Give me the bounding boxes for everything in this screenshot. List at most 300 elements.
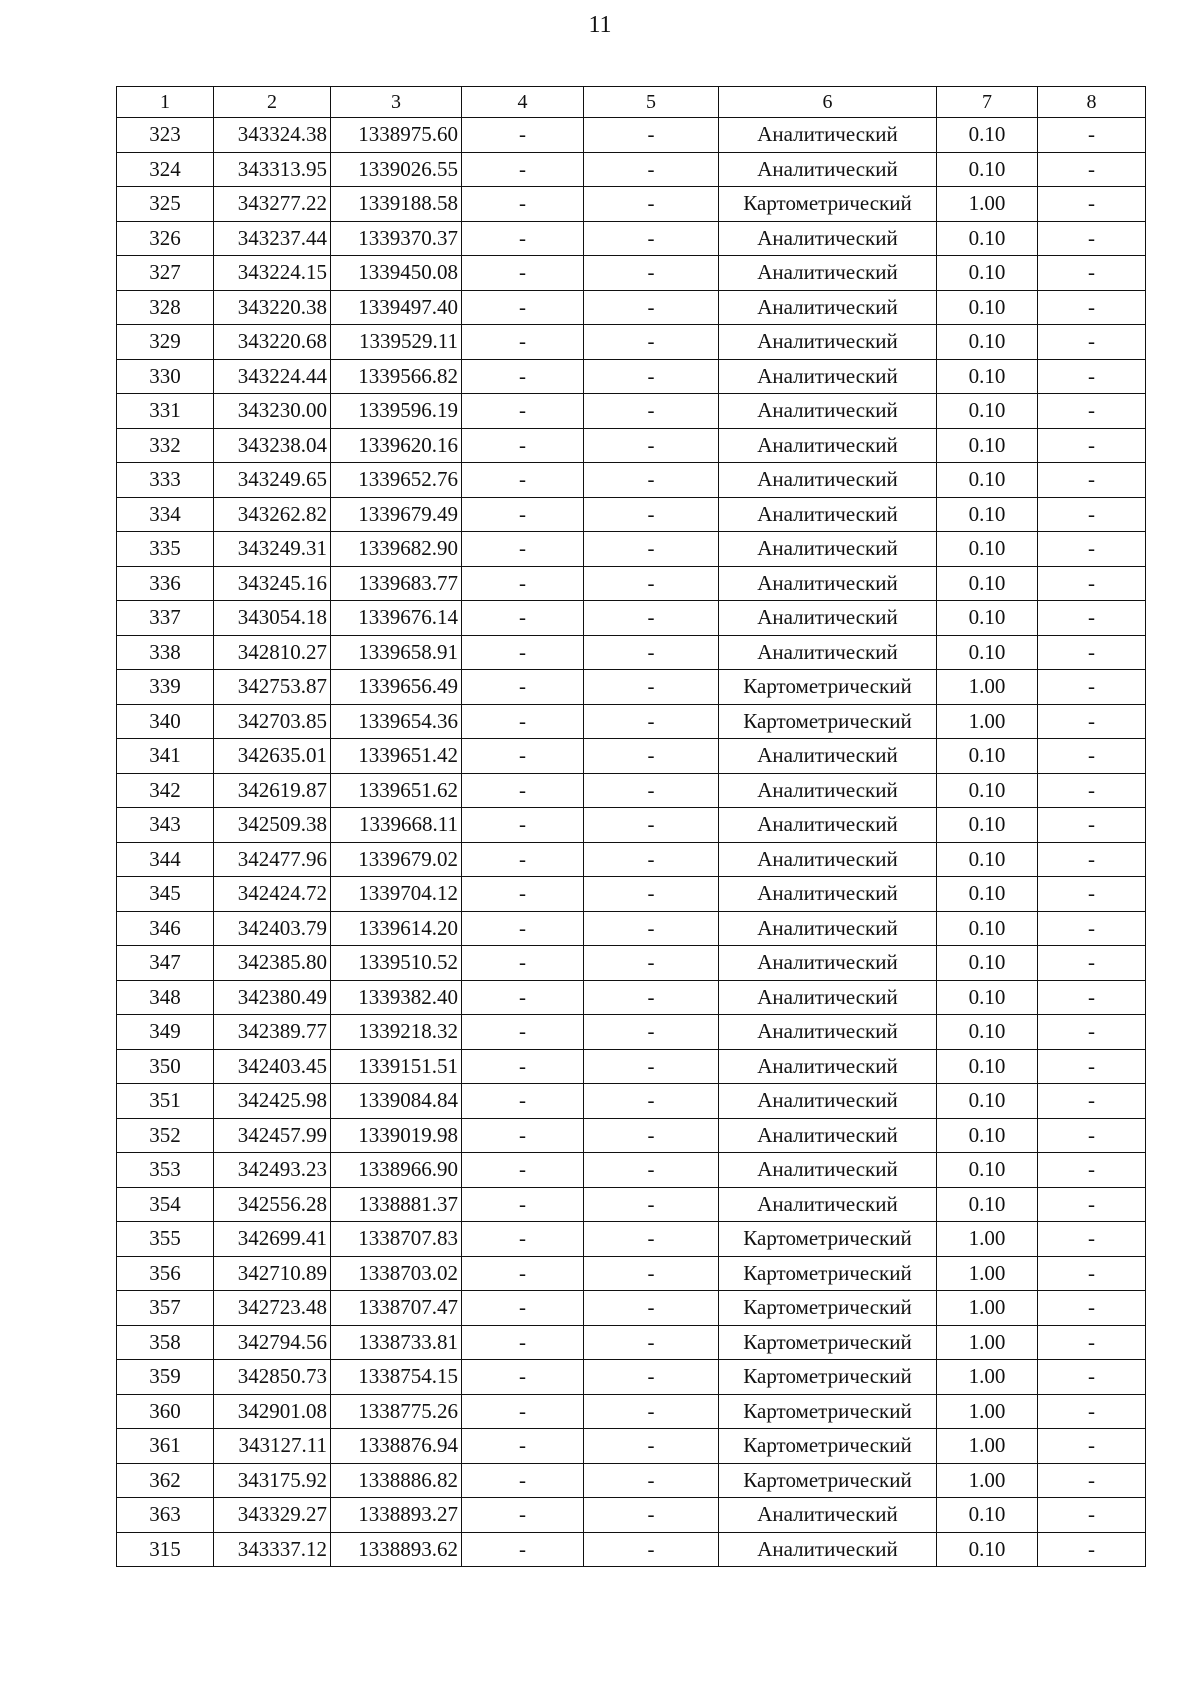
table-cell-col-6: Аналитический: [719, 463, 937, 498]
table-cell-col-2: 342635.01: [214, 739, 331, 774]
table-cell-col-6: Аналитический: [719, 152, 937, 187]
table-cell-col-4: -: [462, 532, 584, 567]
table-cell-col-1: 341: [117, 739, 214, 774]
table-cell-col-3: 1339676.14: [331, 601, 462, 636]
table-cell-col-8: -: [1038, 842, 1146, 877]
table-cell-col-2: 343238.04: [214, 428, 331, 463]
table-cell-col-7: 0.10: [937, 325, 1038, 360]
table-cell-col-4: -: [462, 773, 584, 808]
table-cell-col-3: 1339679.49: [331, 497, 462, 532]
table-cell-col-8: -: [1038, 635, 1146, 670]
table-cell-col-6: Аналитический: [719, 256, 937, 291]
table-cell-col-2: 343313.95: [214, 152, 331, 187]
table-cell-col-7: 0.10: [937, 842, 1038, 877]
table-cell-col-5: -: [584, 980, 719, 1015]
table-cell-col-4: -: [462, 1049, 584, 1084]
table-cell-col-2: 342457.99: [214, 1118, 331, 1153]
table-cell-col-4: -: [462, 1256, 584, 1291]
table-cell-col-7: 1.00: [937, 1463, 1038, 1498]
table-cell-col-8: -: [1038, 325, 1146, 360]
table-cell-col-8: -: [1038, 1498, 1146, 1533]
table-cell-col-1: 350: [117, 1049, 214, 1084]
table-cell-col-5: -: [584, 1532, 719, 1567]
table-cell-col-5: -: [584, 1498, 719, 1533]
table-cell-col-4: -: [462, 256, 584, 291]
table-header: [117, 87, 1146, 118]
table-cell-col-8: -: [1038, 1187, 1146, 1222]
table-cell-col-6: Аналитический: [719, 980, 937, 1015]
table-cell-col-5: -: [584, 187, 719, 222]
table-cell-col-1: 326: [117, 221, 214, 256]
table-cell-col-8: -: [1038, 532, 1146, 567]
table-cell-col-1: 327: [117, 256, 214, 291]
table-cell-col-6: Аналитический: [719, 428, 937, 463]
table-cell-col-8: -: [1038, 1153, 1146, 1188]
table-cell-col-6: Аналитический: [719, 601, 937, 636]
table-cell-col-7: 0.10: [937, 1187, 1038, 1222]
table-cell-col-8: -: [1038, 877, 1146, 912]
table-cell-col-1: 343: [117, 808, 214, 843]
table-cell-col-8: -: [1038, 773, 1146, 808]
table-cell-col-1: 336: [117, 566, 214, 601]
table-cell-col-5: -: [584, 1429, 719, 1464]
table-cell-col-6: Аналитический: [719, 118, 937, 153]
table-cell-col-6: Картометрический: [719, 187, 937, 222]
table-cell-col-3: 1339656.49: [331, 670, 462, 705]
table-cell-col-6: Картометрический: [719, 1360, 937, 1395]
table-cell-col-6: Аналитический: [719, 911, 937, 946]
table-cell-col-2: 343337.12: [214, 1532, 331, 1567]
table-cell-col-4: -: [462, 877, 584, 912]
table-cell-col-1: 347: [117, 946, 214, 981]
table-cell-col-3: 1338703.02: [331, 1256, 462, 1291]
table-cell-col-8: -: [1038, 566, 1146, 601]
table-cell-col-8: -: [1038, 1291, 1146, 1326]
table-cell-col-3: 1338966.90: [331, 1153, 462, 1188]
table-cell-col-2: 343224.15: [214, 256, 331, 291]
table-row: [117, 670, 1146, 705]
table-cell-col-7: 0.10: [937, 532, 1038, 567]
column-header-6: 6: [719, 87, 937, 118]
table-cell-col-4: -: [462, 1015, 584, 1050]
table-row: [117, 635, 1146, 670]
table-cell-col-7: 0.10: [937, 497, 1038, 532]
table-cell-col-2: 342385.80: [214, 946, 331, 981]
table-cell-col-3: 1339026.55: [331, 152, 462, 187]
table-cell-col-6: Аналитический: [719, 842, 937, 877]
table-cell-col-1: 331: [117, 394, 214, 429]
table-cell-col-3: 1338893.27: [331, 1498, 462, 1533]
table-row: [117, 394, 1146, 429]
table-cell-col-3: 1339188.58: [331, 187, 462, 222]
table-cell-col-3: 1339151.51: [331, 1049, 462, 1084]
table-cell-col-1: 353: [117, 1153, 214, 1188]
table-cell-col-7: 0.10: [937, 1532, 1038, 1567]
table-row: [117, 1325, 1146, 1360]
table-cell-col-1: 334: [117, 497, 214, 532]
table-cell-col-5: -: [584, 1291, 719, 1326]
table-row: [117, 1532, 1146, 1567]
table-row: [117, 118, 1146, 153]
table-cell-col-1: 348: [117, 980, 214, 1015]
table-cell-col-1: 363: [117, 1498, 214, 1533]
table-cell-col-4: -: [462, 1153, 584, 1188]
table-cell-col-1: 330: [117, 359, 214, 394]
table-cell-col-5: -: [584, 497, 719, 532]
table-cell-col-3: 1338881.37: [331, 1187, 462, 1222]
table-cell-col-5: -: [584, 1153, 719, 1188]
table-cell-col-1: 346: [117, 911, 214, 946]
table-cell-col-4: -: [462, 1463, 584, 1498]
table-cell-col-5: -: [584, 739, 719, 774]
table-row: [117, 187, 1146, 222]
header-row: [117, 87, 1146, 118]
table-cell-col-8: -: [1038, 1429, 1146, 1464]
table-row: [117, 877, 1146, 912]
table-cell-col-1: 340: [117, 704, 214, 739]
table-cell-col-3: 1338707.83: [331, 1222, 462, 1257]
column-header-5: 5: [584, 87, 719, 118]
table-cell-col-2: 342403.45: [214, 1049, 331, 1084]
table-row: [117, 256, 1146, 291]
table-cell-col-2: 343127.11: [214, 1429, 331, 1464]
table-cell-col-3: 1339652.76: [331, 463, 462, 498]
table-cell-col-4: -: [462, 808, 584, 843]
table-row: [117, 1463, 1146, 1498]
table-cell-col-7: 0.10: [937, 601, 1038, 636]
table-cell-col-8: -: [1038, 187, 1146, 222]
table-cell-col-7: 0.10: [937, 1153, 1038, 1188]
table-cell-col-4: -: [462, 1291, 584, 1326]
table-cell-col-7: 1.00: [937, 1291, 1038, 1326]
table-cell-col-3: 1339497.40: [331, 290, 462, 325]
table-row: [117, 946, 1146, 981]
table-cell-col-8: -: [1038, 1049, 1146, 1084]
coordinates-table: [116, 86, 1146, 1567]
table-cell-col-6: Картометрический: [719, 704, 937, 739]
table-cell-col-2: 342753.87: [214, 670, 331, 705]
table-cell-col-5: -: [584, 290, 719, 325]
table-cell-col-5: -: [584, 808, 719, 843]
table-cell-col-6: Аналитический: [719, 221, 937, 256]
table-cell-col-4: -: [462, 221, 584, 256]
table-cell-col-5: -: [584, 1187, 719, 1222]
table-cell-col-7: 1.00: [937, 1325, 1038, 1360]
table-cell-col-8: -: [1038, 1360, 1146, 1395]
table-cell-col-8: -: [1038, 1084, 1146, 1119]
table-row: [117, 1360, 1146, 1395]
table-cell-col-3: 1339510.52: [331, 946, 462, 981]
table-row: [117, 1084, 1146, 1119]
table-cell-col-2: 343324.38: [214, 118, 331, 153]
table-cell-col-4: -: [462, 1222, 584, 1257]
table-cell-col-3: 1339704.12: [331, 877, 462, 912]
table-cell-col-1: 328: [117, 290, 214, 325]
table-row: [117, 152, 1146, 187]
table-cell-col-3: 1339614.20: [331, 911, 462, 946]
table-cell-col-3: 1339084.84: [331, 1084, 462, 1119]
table-body: [117, 118, 1146, 1567]
table-cell-col-7: 0.10: [937, 635, 1038, 670]
table-cell-col-7: 1.00: [937, 1222, 1038, 1257]
table-cell-col-8: -: [1038, 1325, 1146, 1360]
table-cell-col-2: 343054.18: [214, 601, 331, 636]
table-cell-col-1: 356: [117, 1256, 214, 1291]
table-cell-col-1: 339: [117, 670, 214, 705]
table-cell-col-4: -: [462, 566, 584, 601]
table-cell-col-4: -: [462, 1394, 584, 1429]
table-cell-col-4: -: [462, 1118, 584, 1153]
table-cell-col-6: Картометрический: [719, 1463, 937, 1498]
table-cell-col-3: 1338876.94: [331, 1429, 462, 1464]
table-cell-col-1: 337: [117, 601, 214, 636]
table-cell-col-1: 332: [117, 428, 214, 463]
table-cell-col-5: -: [584, 566, 719, 601]
table-row: [117, 566, 1146, 601]
column-header-3: 3: [331, 87, 462, 118]
column-header-2: 2: [214, 87, 331, 118]
table-cell-col-3: 1339566.82: [331, 359, 462, 394]
table-cell-col-8: -: [1038, 394, 1146, 429]
table-cell-col-6: Аналитический: [719, 1118, 937, 1153]
table-cell-col-8: -: [1038, 980, 1146, 1015]
table-cell-col-1: 354: [117, 1187, 214, 1222]
table-cell-col-5: -: [584, 1118, 719, 1153]
table-row: [117, 1153, 1146, 1188]
table-cell-col-7: 0.10: [937, 463, 1038, 498]
table-row: [117, 221, 1146, 256]
table-cell-col-5: -: [584, 1394, 719, 1429]
table-cell-col-4: -: [462, 1498, 584, 1533]
table-cell-col-1: 325: [117, 187, 214, 222]
table-cell-col-3: 1339620.16: [331, 428, 462, 463]
table-cell-col-6: Аналитический: [719, 290, 937, 325]
table-cell-col-8: -: [1038, 256, 1146, 291]
column-header-4: 4: [462, 87, 584, 118]
column-header-1: 1: [117, 87, 214, 118]
column-header-8: 8: [1038, 87, 1146, 118]
table-cell-col-5: -: [584, 601, 719, 636]
table-cell-col-3: 1339683.77: [331, 566, 462, 601]
table-row: [117, 497, 1146, 532]
table-cell-col-5: -: [584, 1015, 719, 1050]
table-cell-col-8: -: [1038, 428, 1146, 463]
table-cell-col-3: 1339019.98: [331, 1118, 462, 1153]
table-cell-col-7: 1.00: [937, 1360, 1038, 1395]
table-cell-col-2: 343224.44: [214, 359, 331, 394]
table-row: [117, 980, 1146, 1015]
table-cell-col-7: 0.10: [937, 152, 1038, 187]
table-cell-col-5: -: [584, 532, 719, 567]
table-cell-col-6: Аналитический: [719, 325, 937, 360]
table-cell-col-2: 342901.08: [214, 1394, 331, 1429]
table-cell-col-6: Аналитический: [719, 1153, 937, 1188]
table-cell-col-6: Аналитический: [719, 1015, 937, 1050]
table-cell-col-7: 0.10: [937, 359, 1038, 394]
table-row: [117, 1394, 1146, 1429]
table-cell-col-8: -: [1038, 1015, 1146, 1050]
table-cell-col-2: 342794.56: [214, 1325, 331, 1360]
table-row: [117, 463, 1146, 498]
table-cell-col-3: 1339382.40: [331, 980, 462, 1015]
table-row: [117, 842, 1146, 877]
table-row: [117, 911, 1146, 946]
table-cell-col-6: Картометрический: [719, 1325, 937, 1360]
table-cell-col-4: -: [462, 980, 584, 1015]
table-cell-col-8: -: [1038, 1463, 1146, 1498]
table-cell-col-8: -: [1038, 808, 1146, 843]
table-cell-col-5: -: [584, 635, 719, 670]
table-cell-col-5: -: [584, 152, 719, 187]
table-cell-col-6: Аналитический: [719, 808, 937, 843]
table-cell-col-7: 1.00: [937, 187, 1038, 222]
table-cell-col-2: 342810.27: [214, 635, 331, 670]
table-cell-col-1: 355: [117, 1222, 214, 1257]
table-cell-col-1: 324: [117, 152, 214, 187]
table-cell-col-8: -: [1038, 118, 1146, 153]
table-cell-col-1: 349: [117, 1015, 214, 1050]
table-cell-col-3: 1339651.62: [331, 773, 462, 808]
table-cell-col-4: -: [462, 463, 584, 498]
table-cell-col-5: -: [584, 704, 719, 739]
table-row: [117, 290, 1146, 325]
table-cell-col-1: 360: [117, 1394, 214, 1429]
table-cell-col-6: Аналитический: [719, 877, 937, 912]
table-cell-col-4: -: [462, 842, 584, 877]
table-cell-col-5: -: [584, 463, 719, 498]
table-cell-col-5: -: [584, 118, 719, 153]
table-cell-col-6: Аналитический: [719, 1049, 937, 1084]
table-cell-col-2: 343175.92: [214, 1463, 331, 1498]
table-cell-col-7: 0.10: [937, 946, 1038, 981]
table-cell-col-2: 342425.98: [214, 1084, 331, 1119]
table-row: [117, 1015, 1146, 1050]
table-cell-col-2: 343237.44: [214, 221, 331, 256]
table-cell-col-4: -: [462, 601, 584, 636]
table-row: [117, 601, 1146, 636]
table-cell-col-5: -: [584, 842, 719, 877]
table-cell-col-6: Аналитический: [719, 1532, 937, 1567]
table-cell-col-7: 1.00: [937, 1394, 1038, 1429]
table-cell-col-1: 323: [117, 118, 214, 153]
table-row: [117, 1222, 1146, 1257]
table-cell-col-4: -: [462, 1429, 584, 1464]
table-cell-col-4: -: [462, 704, 584, 739]
table-cell-col-4: -: [462, 428, 584, 463]
table-cell-col-7: 0.10: [937, 290, 1038, 325]
table-cell-col-7: 0.10: [937, 911, 1038, 946]
table-cell-col-6: Аналитический: [719, 1498, 937, 1533]
table-cell-col-2: 342477.96: [214, 842, 331, 877]
table-cell-col-4: -: [462, 911, 584, 946]
table-cell-col-1: 357: [117, 1291, 214, 1326]
table-cell-col-7: 0.10: [937, 773, 1038, 808]
table-cell-col-1: 359: [117, 1360, 214, 1395]
table-cell-col-7: 0.10: [937, 1118, 1038, 1153]
table-cell-col-3: 1339682.90: [331, 532, 462, 567]
table-cell-col-1: 358: [117, 1325, 214, 1360]
table-cell-col-2: 343220.38: [214, 290, 331, 325]
table-cell-col-2: 342723.48: [214, 1291, 331, 1326]
table-cell-col-5: -: [584, 670, 719, 705]
table-cell-col-6: Картометрический: [719, 670, 937, 705]
table-cell-col-8: -: [1038, 670, 1146, 705]
table-cell-col-1: 361: [117, 1429, 214, 1464]
table-row: [117, 1049, 1146, 1084]
table-cell-col-7: 0.10: [937, 1049, 1038, 1084]
table-cell-col-7: 0.10: [937, 877, 1038, 912]
table-cell-col-7: 0.10: [937, 1498, 1038, 1533]
table-cell-col-5: -: [584, 1049, 719, 1084]
table-cell-col-4: -: [462, 635, 584, 670]
table-row: [117, 773, 1146, 808]
table-cell-col-6: Аналитический: [719, 1084, 937, 1119]
table-cell-col-5: -: [584, 394, 719, 429]
table-cell-col-8: -: [1038, 359, 1146, 394]
table-cell-col-1: 342: [117, 773, 214, 808]
table-cell-col-1: 352: [117, 1118, 214, 1153]
table-cell-col-4: -: [462, 497, 584, 532]
table-cell-col-7: 0.10: [937, 428, 1038, 463]
table-cell-col-3: 1339679.02: [331, 842, 462, 877]
table-cell-col-1: 338: [117, 635, 214, 670]
table-cell-col-2: 343249.31: [214, 532, 331, 567]
table-cell-col-5: -: [584, 1325, 719, 1360]
table-cell-col-2: 342389.77: [214, 1015, 331, 1050]
table-row: [117, 1256, 1146, 1291]
table-row: [117, 428, 1146, 463]
table-cell-col-5: -: [584, 1463, 719, 1498]
table-cell-col-2: 342509.38: [214, 808, 331, 843]
table-cell-col-6: Картометрический: [719, 1394, 937, 1429]
table-cell-col-5: -: [584, 1360, 719, 1395]
table-cell-col-1: 335: [117, 532, 214, 567]
table-cell-col-8: -: [1038, 463, 1146, 498]
table-cell-col-4: -: [462, 670, 584, 705]
table-cell-col-6: Аналитический: [719, 566, 937, 601]
table-cell-col-3: 1338893.62: [331, 1532, 462, 1567]
table-cell-col-6: Картометрический: [719, 1222, 937, 1257]
table-cell-col-3: 1338775.26: [331, 1394, 462, 1429]
table-cell-col-2: 343249.65: [214, 463, 331, 498]
table-cell-col-7: 0.10: [937, 566, 1038, 601]
table-cell-col-8: -: [1038, 739, 1146, 774]
table-cell-col-7: 0.10: [937, 118, 1038, 153]
table-cell-col-1: 344: [117, 842, 214, 877]
table-cell-col-1: 351: [117, 1084, 214, 1119]
table-cell-col-7: 0.10: [937, 980, 1038, 1015]
table-cell-col-4: -: [462, 1532, 584, 1567]
table-cell-col-3: 1339370.37: [331, 221, 462, 256]
table-cell-col-5: -: [584, 877, 719, 912]
table-cell-col-6: Аналитический: [719, 1187, 937, 1222]
table-cell-col-3: 1339529.11: [331, 325, 462, 360]
table-cell-col-7: 0.10: [937, 1015, 1038, 1050]
table-cell-col-5: -: [584, 325, 719, 360]
table-cell-col-5: -: [584, 1256, 719, 1291]
table-cell-col-2: 342424.72: [214, 877, 331, 912]
table-row: [117, 1429, 1146, 1464]
table-cell-col-3: 1338707.47: [331, 1291, 462, 1326]
table-cell-col-5: -: [584, 256, 719, 291]
table-cell-col-5: -: [584, 221, 719, 256]
table-cell-col-5: -: [584, 1222, 719, 1257]
table-cell-col-4: -: [462, 1325, 584, 1360]
table-cell-col-2: 342556.28: [214, 1187, 331, 1222]
table-cell-col-8: -: [1038, 497, 1146, 532]
table-cell-col-1: 362: [117, 1463, 214, 1498]
table-row: [117, 1187, 1146, 1222]
